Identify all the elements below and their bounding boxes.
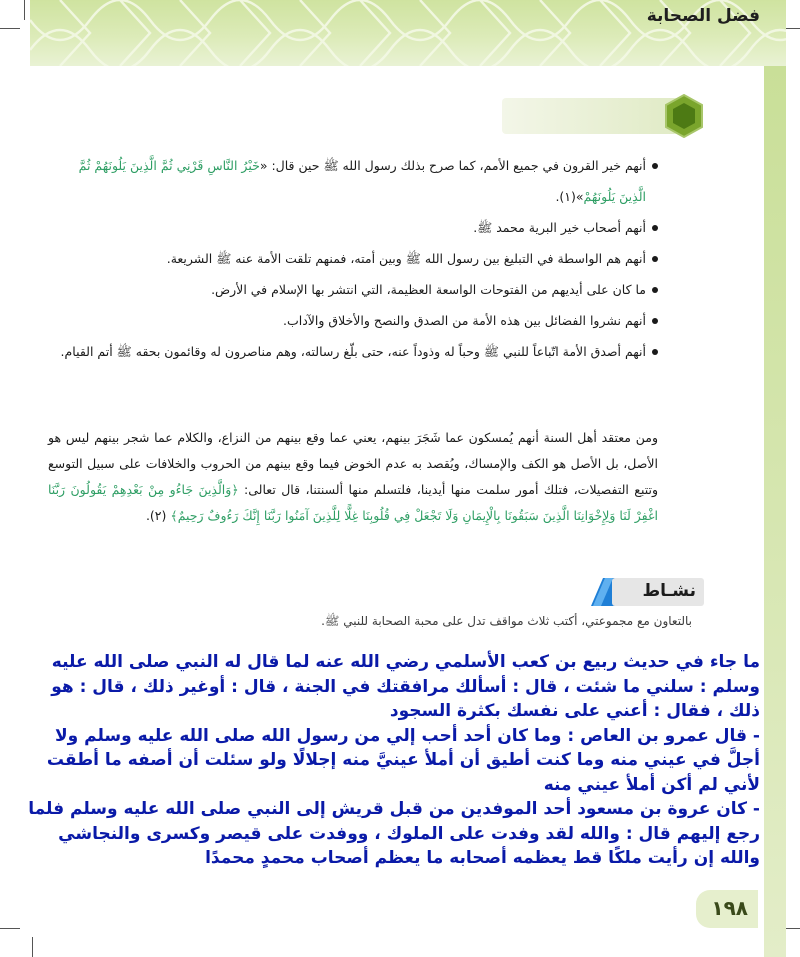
- hadith-quote: خَيْرُ النَّاسِ قَرْنِي ثُمَّ الَّذِينَ يَلُونَهُمْ ثُمَّ الَّذِينَ يَلُونَهُمْ: [78, 158, 646, 204]
- activity-badge: [612, 578, 704, 606]
- activity-task: بالتعاون مع مجموعتي، أكتب ثلاث مواقف تدل على محبة الصحابة للنبي ﷺ.: [321, 614, 692, 628]
- list-item: أنهم أصدق الأمة اتّباعاً للنبي ﷺ وحباً له وذوداً عنه، حتى بلّغ رسالته، وهم مناصرون له وقائمون بحقه ﷺ أتم القيام.: [50, 336, 658, 367]
- virtues-list: [50, 150, 658, 367]
- belief-paragraph: ومن معتقد أهل السنة أنهم يُمسكون عما شَجَرَ بينهم، يعني عما وقع بينهم من النزاع، والكلام عما شجر بينهم ليس هو الأصل، بل الأصل هو الكف والإمساك، ويُقصد به عدم الخوض فيما وقع بينهم من الحروب والخلافات على سبيل التوسع وتتبع التفصيلات، فتلك أمور سلمت منها أيدينا، فلتسلم منها ألسنتنا، قال تعالى: ﴿وَالَّذِينَ جَاءُو مِنْ بَعْدِهِمْ يَقُولُونَ رَبَّنَا اغْفِرْ لَنَا وَلِإِخْوَانِنَا الَّذِينَ سَبَقُونَا بِالْإِيمَانِ وَلَا تَجْعَلْ فِي قُلُوبِنَا غِلًّا لِلَّذِينَ آمَنُوا رَبَّنَا إِنَّكَ رَءُوفٌ رَحِيمٌ﴾ (٢).: [48, 430, 659, 523]
- list-item: أنهم أصحاب خير البرية محمد ﷺ.: [50, 212, 658, 243]
- crop-mark: [24, 0, 25, 20]
- section-title: فضل الصحابة: [646, 6, 760, 26]
- list-item: أنهم خير القرون في جميع الأمم، كما صرح بذلك رسول الله ﷺ حين قال: «خَيْرُ النَّاسِ قَرْنِي ثُمَّ الَّذِينَ يَلُونَهُمْ ثُمَّ الَّذِينَ يَلُونَهُمْ»(١).: [50, 150, 658, 212]
- crop-mark: [32, 937, 33, 957]
- side-margin-bar: [764, 66, 786, 957]
- list-item: أنهم نشروا الفضائل بين هذه الأمة من الصدق والنصح والأخلاق والآداب.: [50, 305, 658, 336]
- quran-verse: ﴿وَالَّذِينَ جَاءُو مِنْ بَعْدِهِمْ يَقُولُونَ رَبَّنَا اغْفِرْ لَنَا وَلِإِخْوَانِنَا الَّذِينَ سَبَقُونَا بِالْإِيمَانِ وَلَا تَجْعَلْ فِي قُلُوبِنَا غِلًّا لِلَّذِينَ آمَنُوا رَبَّنَا إِنَّكَ رَءُوفٌ رَحِيمٌ﴾: [48, 482, 658, 523]
- page-number-badge: [696, 890, 758, 928]
- crop-mark: [0, 928, 20, 929]
- answer-item: - قال عمرو بن العاص : وما كان أحد أحب إلي من رسول الله صلى الله عليه وسلم ولا أجلَّ في عيني منه وما كنت أطيق أن أملأ عينيَّ منه إجلالًا ولو سئلت أن أصفه ما أطقت لأني لم أكن أملأ عيني منه: [46, 725, 760, 795]
- activity-label: نشـاط: [642, 581, 696, 601]
- answer-item: ما جاء في حديث ربيع بن كعب الأسلمي رضي الله عنه لما قال له النبي صلى الله عليه وسلم : سلني ما شئت ، قال : أسألك مرافقتك في الجنة ، قال : أوغير ذلك ، قال : هو ذلك ، فقال : أعني على نفسك بكثرة السجود: [51, 652, 760, 721]
- answer-item: - كان عروة بن مسعود أحد الموفدين من قبل قريش إلى النبي صلى الله عليه وسلم فلما رجع إليهم قال : والله لقد وفدت على الملوك ، ووفدت على قيصر وكسرى والنجاشي والله إن رأيت ملكًا قط يعظمه أصحابه ما يعظم أصحاب محمدٍ محمدًا: [28, 799, 760, 868]
- crop-mark: [0, 28, 20, 29]
- student-answers: [18, 650, 760, 871]
- list-item: أنهم هم الواسطة في التبليغ بين رسول الله ﷺ وبين أمته، فمنهم تلقت الأمة عنه ﷺ الشريعة.: [50, 243, 658, 274]
- hexagon-icon: [664, 94, 704, 138]
- page-number: ١٩٨: [711, 896, 748, 920]
- list-item: ما كان على أيديهم من الفتوحات الواسعة العظيمة، التي انتشر بها الإسلام في الأرض.: [50, 274, 658, 305]
